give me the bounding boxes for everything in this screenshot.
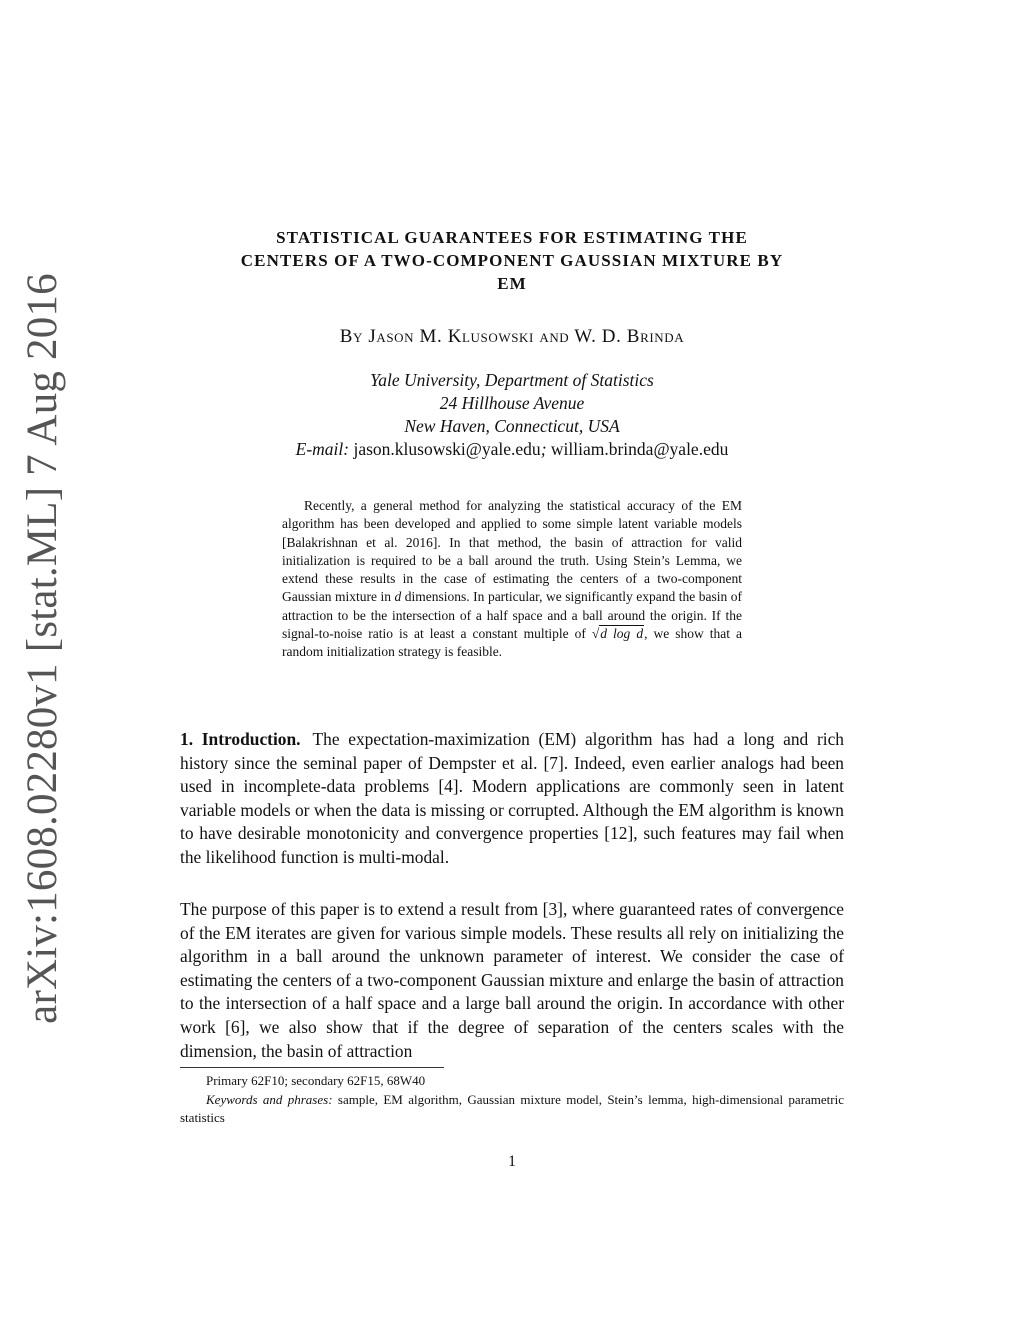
footnotes xyxy=(180,1072,844,1128)
author-line: By Jason M. Klusowski and W. D. Brinda xyxy=(339,326,685,347)
paper-title xyxy=(170,226,854,295)
email-line xyxy=(170,438,854,461)
abstract-var-d: d xyxy=(394,589,402,605)
arxiv-identifier-stamp xyxy=(8,272,76,1024)
abstract-part-2: dimensions. In particular, we significantly expand the basin of attraction to be the intersection of a half space and a ball around the origin. If the signal-to-noise ratio is at least a constant multiple of xyxy=(282,589,743,642)
arxiv-identifier-text: arXiv:1608.02280v1 [stat.ML] 7 Aug 2016 xyxy=(18,272,66,1024)
abstract-part-3: , we show that a random initialization strategy is feasible. xyxy=(282,626,743,660)
intro-paragraph-1-text: The expectation-maximization (EM) algorithm has had a long and rich history since the seminal paper of Dempster et al. [7]. Indeed, even earlier analogs had been used in incomplete-data problems [4]. Modern applications are commonly seen in latent variable models or when the data is missing or corrupted. Although the EM algorithm is known to have desirable monotonicity and convergence properties [12], such features may fail when the likelihood function is multi-modal. xyxy=(180,729,844,867)
keywords-label: Keywords and phrases: xyxy=(206,1091,333,1107)
email-label: E-mail: xyxy=(295,439,350,459)
email-klusowski[interactable]: jason.klusowski@yale.edu xyxy=(353,439,541,459)
title-line-1: STATISTICAL GUARANTEES FOR ESTIMATING THE xyxy=(276,228,748,247)
footnote-divider xyxy=(180,1067,444,1068)
affiliation-city: New Haven, Connecticut, USA xyxy=(404,416,620,436)
intro-paragraph-1 xyxy=(180,728,844,870)
sqrt-symbol: √ xyxy=(591,626,600,642)
footnote-keywords xyxy=(180,1091,844,1128)
intro-paragraph-2: The purpose of this paper is to extend a result from [3], where guaranteed rates of convergence of the EM iterates are given for various simple models. These results all rely on initializing the algorithm in a ball around the unknown parameter of interest. We consider the case of estimating the centers of a two-component Gaussian mixture and enlarge the basin of attraction to the intersection of a half space and a large ball around the origin. In accordance with other work [6], we also show that if the degree of separation of the centers scales with the dimension, the basin of attraction xyxy=(180,899,844,1061)
abstract-part-1: Recently, a general method for analyzing the statistical accuracy of the EM algorithm has been developed and applied to some simple latent variable models [Balakrishnan et al. 2016]. In that method, the basin of attraction for valid initialization is required to be a ball around the truth. Using Stein’s Lemma, we extend these results in the case of estimating the centers of a two-component Gaussian mixture in xyxy=(282,498,742,605)
footnote-classification: Primary 62F10; secondary 62F15, 68W40 xyxy=(206,1073,426,1088)
title-line-2: CENTERS OF A TWO-COMPONENT GAUSSIAN MIXTURE BY xyxy=(240,251,784,270)
email-separator: ; xyxy=(540,439,547,459)
email-brinda[interactable]: william.brinda@yale.edu xyxy=(550,439,729,459)
sqrt-expression xyxy=(592,625,644,641)
sqrt-argument: d log d xyxy=(600,626,644,642)
affiliation-block xyxy=(170,369,854,461)
title-line-3: EM xyxy=(497,274,527,293)
section-heading-introduction: 1. Introduction. xyxy=(180,729,301,749)
abstract xyxy=(282,497,742,662)
page-number: 1 xyxy=(508,1153,516,1170)
affiliation-street: 24 Hillhouse Avenue xyxy=(439,393,585,413)
affiliation-department: Yale University, Department of Statistics xyxy=(370,370,654,390)
keywords-text: sample, EM algorithm, Gaussian mixture model, Stein’s lemma, high-dimensional parametric statistics xyxy=(180,1091,844,1125)
